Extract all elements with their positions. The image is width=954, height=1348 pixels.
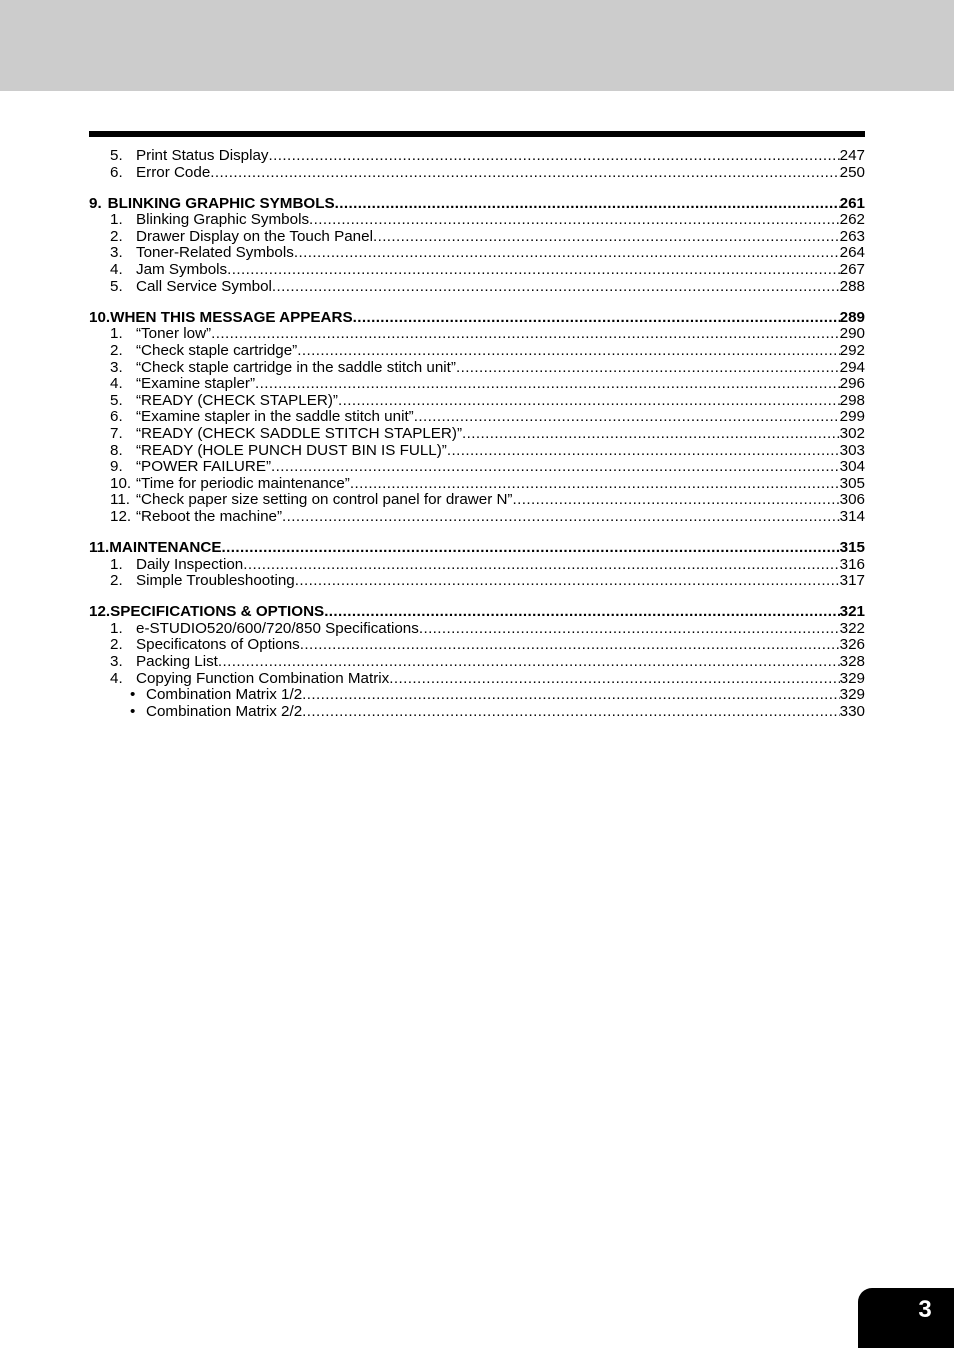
- entry-title: Blinking Graphic Symbols: [136, 211, 310, 229]
- toc-entry[interactable]: [89, 279, 865, 296]
- entry-number: 3.: [110, 653, 123, 671]
- entry-title: “Check staple cartridge”: [136, 341, 298, 359]
- toc-entry[interactable]: [89, 165, 865, 182]
- entry-number: 2.: [110, 227, 123, 245]
- entry-title: SPECIFICATIONS & OPTIONS: [110, 603, 325, 621]
- entry-title: Toner-Related Symbols: [136, 244, 294, 262]
- entry-number: 3.: [110, 244, 123, 262]
- entry-title: “Examine stapler in the saddle stitch unit”: [136, 408, 414, 426]
- dot-leader: [269, 148, 840, 165]
- entry-number: 11.: [110, 491, 130, 509]
- entry-title: “READY (HOLE PUNCH DUST BIN IS FULL)”: [136, 441, 447, 459]
- entry-number: 10.: [89, 308, 111, 326]
- dot-leader: [462, 426, 840, 443]
- entry-page-number: 263: [839, 227, 865, 245]
- entry-number: 9.: [89, 194, 102, 212]
- entry-page-number: 261: [839, 194, 865, 212]
- toc-entry[interactable]: [89, 492, 865, 509]
- entry-title: Print Status Display: [136, 147, 269, 164]
- entry-page-number: 289: [839, 308, 865, 326]
- dot-leader: [243, 557, 839, 574]
- entry-title: e-STUDIO520/600/720/850 Specifications: [136, 619, 419, 637]
- dot-leader: [513, 492, 840, 509]
- dot-leader: [373, 229, 840, 246]
- toc-chapter-entry[interactable]: [89, 604, 865, 621]
- entry-title: “Reboot the machine”: [136, 507, 283, 525]
- toc-entry[interactable]: [89, 476, 865, 493]
- entry-page-number: 305: [839, 474, 865, 492]
- dot-leader: [302, 687, 839, 704]
- entry-page-number: 292: [839, 341, 865, 359]
- entry-title: “Check staple cartridge in the saddle stitch unit”: [136, 358, 456, 376]
- entry-page-number: 262: [839, 211, 865, 229]
- entry-title: “READY (CHECK SADDLE STITCH STAPLER)”: [136, 424, 463, 442]
- entry-number: 6.: [110, 163, 123, 181]
- entry-number: 4.: [110, 261, 123, 279]
- dot-leader: [447, 443, 840, 460]
- entry-page-number: 316: [839, 555, 865, 573]
- entry-title: “Examine stapler”: [136, 375, 256, 393]
- entry-title: “POWER FAILURE”: [136, 458, 272, 476]
- entry-page-number: 314: [839, 507, 865, 525]
- toc-entry[interactable]: [89, 573, 865, 590]
- dot-leader: [419, 621, 840, 638]
- entry-number: 2.: [110, 636, 123, 654]
- dot-leader: [389, 671, 839, 688]
- dot-leader: [338, 393, 840, 410]
- entry-number: 5.: [110, 147, 123, 164]
- entry-title: Specificatons of Options: [136, 636, 300, 654]
- entry-page-number: 322: [839, 619, 865, 637]
- entry-page-number: 317: [839, 572, 865, 590]
- toc-entry[interactable]: [89, 459, 865, 476]
- entry-page-number: 306: [839, 491, 865, 509]
- entry-page-number: 304: [839, 458, 865, 476]
- entry-title: Combination Matrix 1/2: [146, 686, 303, 704]
- entry-title: Packing List: [136, 653, 218, 671]
- dot-leader: [295, 573, 840, 590]
- entry-number: 11.: [89, 538, 110, 556]
- toc-entry[interactable]: [89, 409, 865, 426]
- toc-chapter-entry[interactable]: [89, 196, 865, 213]
- entry-page-number: 326: [839, 636, 865, 654]
- entry-title: “Time for periodic maintenance”: [136, 474, 350, 492]
- entry-number: 9.: [110, 458, 123, 476]
- dot-leader: [324, 604, 839, 621]
- dot-leader: [335, 196, 840, 213]
- entry-title: “READY (CHECK STAPLER)”: [136, 391, 338, 409]
- entry-page-number: 329: [839, 669, 865, 687]
- dot-leader: [456, 360, 840, 377]
- bullet: •: [130, 702, 136, 720]
- toc-entry[interactable]: [89, 262, 865, 279]
- entry-page-number: 267: [839, 261, 865, 279]
- entry-number: 1.: [110, 325, 123, 343]
- entry-page-number: 321: [839, 603, 865, 621]
- toc-entry[interactable]: [89, 654, 865, 671]
- toc-entry[interactable]: [89, 426, 865, 443]
- table-of-contents: [89, 148, 865, 720]
- toc-chapter-entry[interactable]: [89, 310, 865, 327]
- entry-number: 12.: [110, 507, 132, 525]
- entry-page-number: 330: [839, 702, 865, 720]
- dot-leader: [414, 409, 840, 426]
- dot-leader: [353, 310, 840, 327]
- entry-page-number: 303: [839, 441, 865, 459]
- dot-leader: [282, 509, 840, 526]
- toc-entry[interactable]: [89, 687, 865, 704]
- toc-entry[interactable]: [89, 229, 865, 246]
- toc-entry[interactable]: [89, 326, 865, 343]
- toc-entry[interactable]: [89, 621, 865, 638]
- entry-number: 4.: [110, 375, 123, 393]
- dot-leader: [294, 245, 840, 262]
- entry-title: WHEN THIS MESSAGE APPEARS: [110, 308, 353, 326]
- toc-entry[interactable]: [89, 704, 865, 721]
- top-rule: [89, 131, 865, 137]
- entry-page-number: 299: [839, 408, 865, 426]
- entry-title: BLINKING GRAPHIC SYMBOLS: [107, 194, 335, 212]
- dot-leader: [210, 165, 839, 182]
- entry-title: Call Service Symbol: [136, 277, 272, 295]
- entry-page-number: 290: [839, 325, 865, 343]
- entry-title: Drawer Display on the Touch Panel: [136, 227, 373, 245]
- toc-entry[interactable]: [89, 376, 865, 393]
- entry-page-number: 294: [839, 358, 865, 376]
- entry-page-number: 329: [839, 686, 865, 704]
- entry-number: 5.: [110, 391, 123, 409]
- entry-page-number: 328: [839, 653, 865, 671]
- entry-title: Jam Symbols: [136, 261, 228, 279]
- entry-number: 2.: [110, 341, 123, 359]
- toc-entry[interactable]: [89, 443, 865, 460]
- entry-number: 10.: [110, 474, 132, 492]
- entry-title: MAINTENANCE: [109, 538, 222, 556]
- entry-number: 8.: [110, 441, 123, 459]
- dot-leader: [255, 376, 840, 393]
- entry-number: 4.: [110, 669, 123, 687]
- dot-leader: [218, 654, 840, 671]
- toc-entry[interactable]: [89, 637, 865, 654]
- dot-leader: [297, 343, 839, 360]
- dot-leader: [271, 459, 840, 476]
- entry-page-number: 288: [839, 277, 865, 295]
- bullet: •: [130, 686, 136, 704]
- page-number-tab: [858, 1288, 954, 1348]
- entry-number: 1.: [110, 555, 123, 573]
- dot-leader: [272, 279, 840, 296]
- entry-number: 5.: [110, 277, 123, 295]
- entry-number: 6.: [110, 408, 123, 426]
- entry-page-number: 250: [839, 163, 865, 181]
- entry-title: “Toner low”: [136, 325, 212, 343]
- entry-title: Combination Matrix 2/2: [146, 702, 303, 720]
- dot-leader: [302, 704, 839, 721]
- entry-number: 7.: [110, 424, 123, 442]
- entry-number: 2.: [110, 572, 123, 590]
- entry-number: 12.: [89, 603, 111, 621]
- toc-entry[interactable]: [89, 671, 865, 688]
- toc-entry[interactable]: [89, 212, 865, 229]
- toc-entry[interactable]: [89, 360, 865, 377]
- entry-title: Copying Function Combination Matrix: [136, 669, 390, 687]
- entry-page-number: 302: [839, 424, 865, 442]
- dot-leader: [300, 637, 840, 654]
- toc-entry[interactable]: [89, 557, 865, 574]
- entry-title: “Check paper size setting on control panel for drawer N”: [136, 491, 513, 509]
- entry-number: 1.: [110, 211, 123, 229]
- dot-leader: [211, 326, 840, 343]
- dot-leader: [222, 540, 840, 557]
- toc-entry[interactable]: [89, 393, 865, 410]
- dot-leader: [309, 212, 840, 229]
- header-band: [0, 0, 954, 91]
- toc-entry[interactable]: [89, 343, 865, 360]
- toc-chapter-entry[interactable]: [89, 540, 865, 557]
- toc-entry[interactable]: [89, 509, 865, 526]
- dot-leader: [350, 476, 840, 493]
- toc-entry[interactable]: [89, 148, 865, 165]
- entry-number: 3.: [110, 358, 123, 376]
- entry-title: Simple Troubleshooting: [136, 572, 295, 590]
- page-number: 3: [918, 1296, 932, 1323]
- entry-page-number: 298: [839, 391, 865, 409]
- entry-title: Daily Inspection: [136, 555, 244, 573]
- toc-entry[interactable]: [89, 245, 865, 262]
- entry-page-number: 315: [839, 538, 865, 556]
- entry-page-number: 296: [839, 375, 865, 393]
- dot-leader: [227, 262, 840, 279]
- entry-page-number: 264: [839, 244, 865, 262]
- entry-number: 1.: [110, 619, 123, 637]
- entry-page-number: 247: [839, 147, 865, 164]
- entry-title: Error Code: [136, 163, 211, 181]
